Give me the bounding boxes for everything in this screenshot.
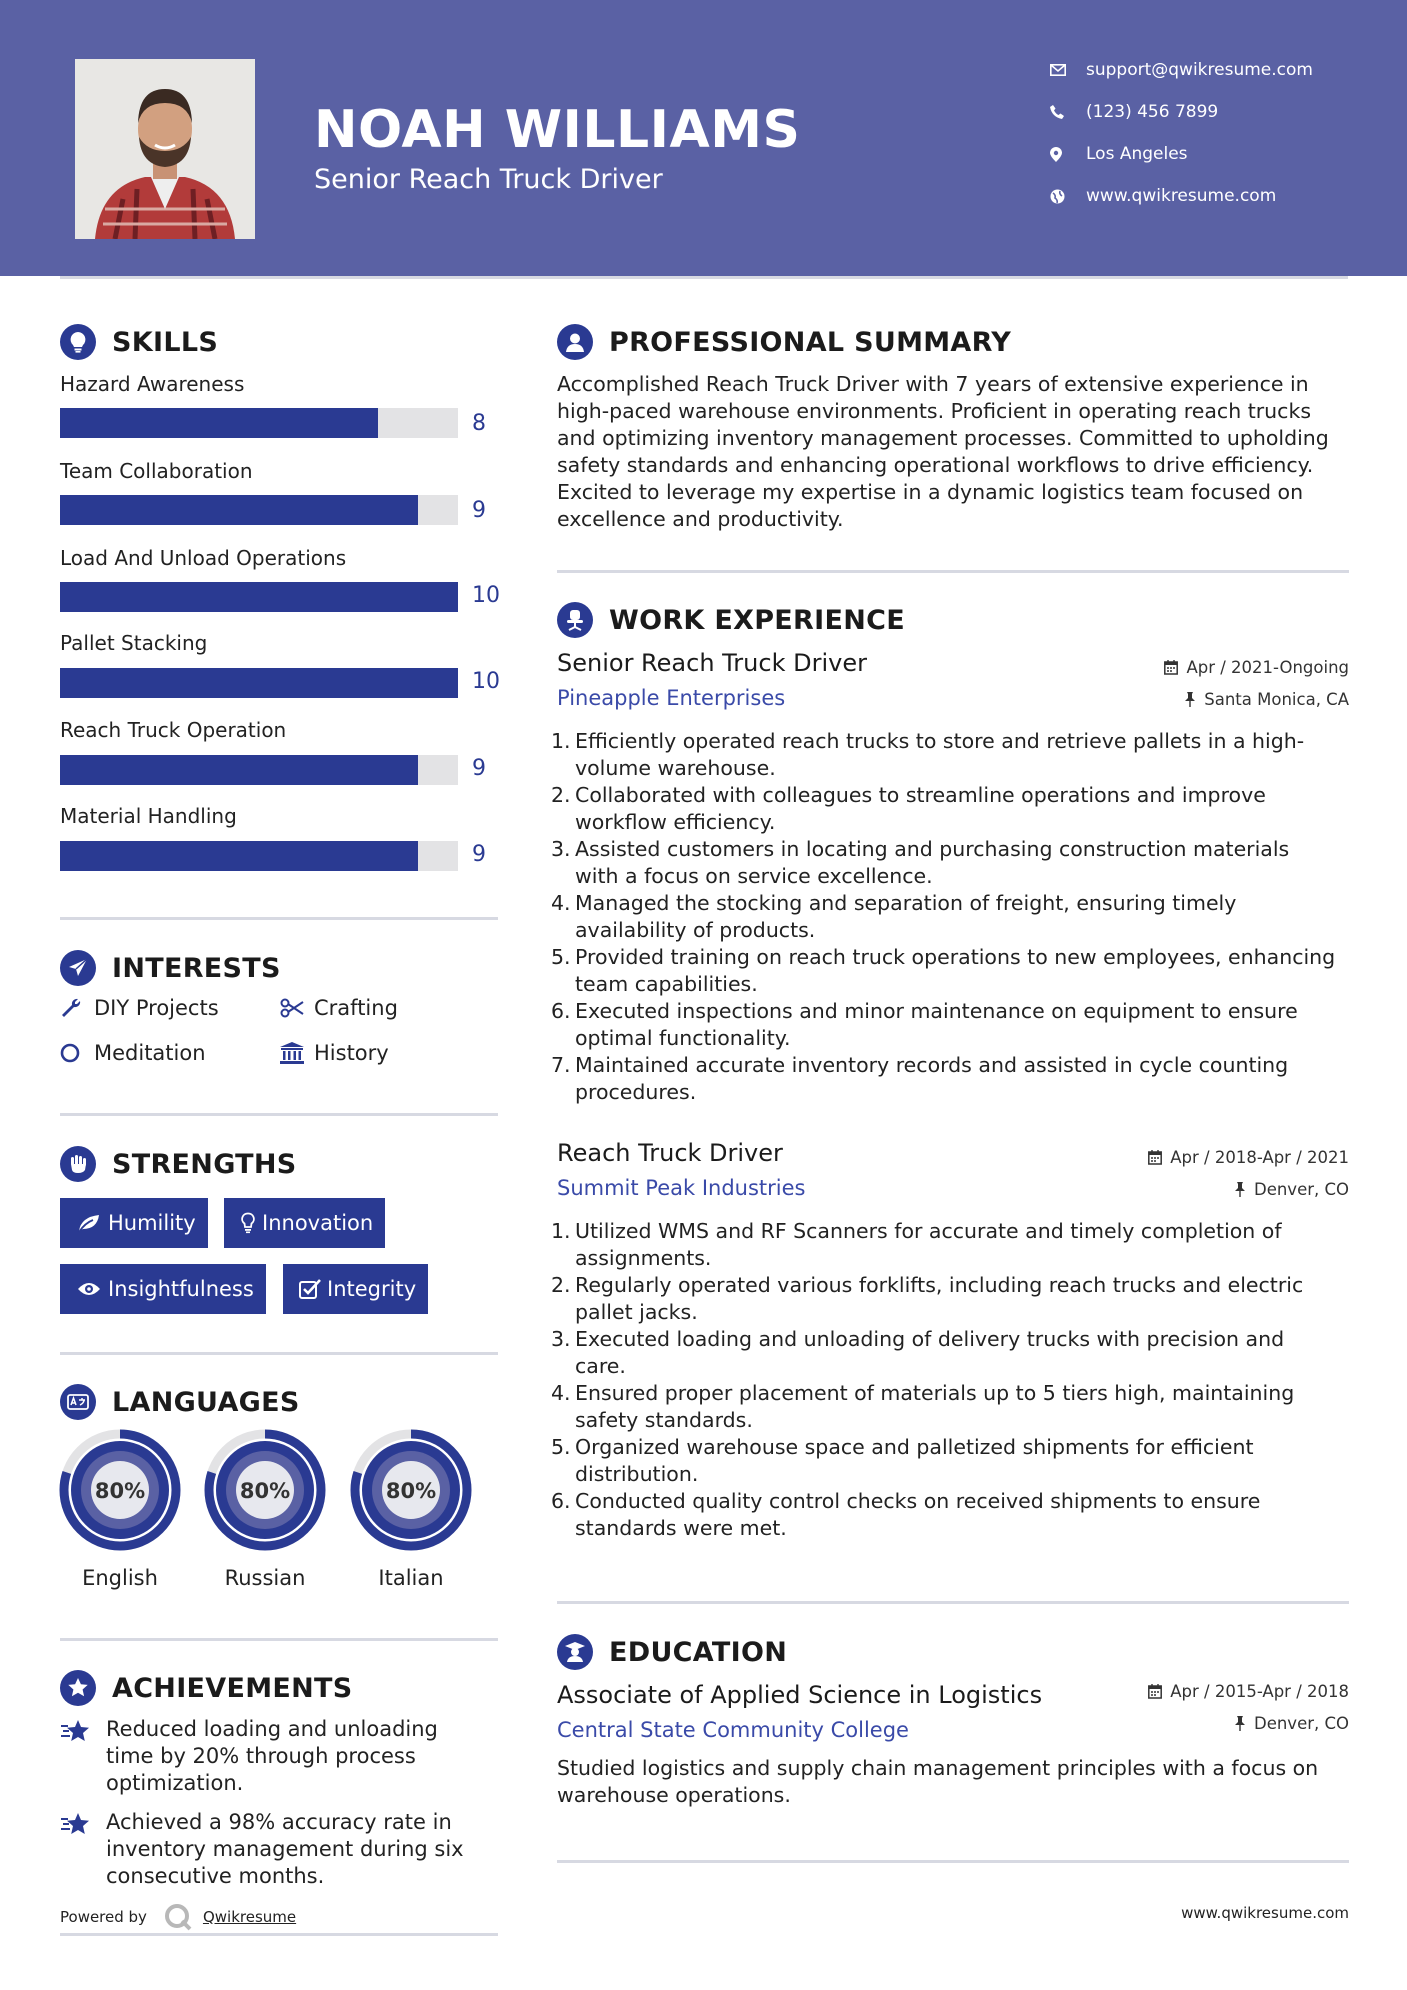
list-item: 4. Managed the stocking and separation of freight, ensuring timely availability of products.: [551, 891, 1237, 942]
powered-by: Powered by Qwikresume: [60, 1902, 296, 1932]
footer-website[interactable]: www.qwikresume.com: [1181, 1904, 1349, 1922]
company-name[interactable]: Summit Peak Industries: [557, 1176, 806, 1200]
language-ring: [209, 1434, 321, 1546]
pushpin-icon: [1234, 1182, 1246, 1197]
language-level-label: 80%: [385, 1479, 437, 1503]
strength-tag: Innovation: [224, 1198, 385, 1248]
language-name: Russian: [224, 1566, 306, 1590]
candidate-name: NOAH WILLIAMS: [314, 100, 801, 160]
education-heading: EDUCATION: [557, 1634, 787, 1670]
list-item: 1. Efficiently operated reach trucks to store and retrieve pallets in a high-volume warehouse.: [551, 729, 1305, 780]
skill-name: Load And Unload Operations: [60, 546, 347, 570]
skill-value: 8: [472, 411, 486, 436]
section-divider: [60, 1638, 498, 1641]
star-icon: [60, 1716, 106, 1797]
circle-icon: [60, 1043, 94, 1063]
skill-name: Hazard Awareness: [60, 372, 245, 396]
mail-icon: [1050, 64, 1086, 76]
contact-website[interactable]: www.qwikresume.com: [1050, 181, 1276, 211]
contact-phone[interactable]: (123) 456 7899: [1050, 97, 1218, 127]
wrench-icon: [60, 997, 94, 1019]
job-title: Senior Reach Truck Driver: [557, 649, 867, 677]
calendar-icon: [1148, 1150, 1162, 1165]
user-icon: [557, 324, 593, 360]
strength-tag: Insightfulness: [60, 1264, 266, 1314]
skill-name: Team Collaboration: [60, 459, 253, 483]
list-item: 5. Organized warehouse space and palletized shipments for efficient distribution.: [551, 1435, 1254, 1486]
fist-icon: [60, 1146, 96, 1182]
summary-text: Accomplished Reach Truck Driver with 7 years of extensive experience in high-paced warehouse environments. Proficient in operating reach trucks and optimizing inventory management processes. Committed to upholding safety standards and enhancing operational workflows to drive efficiency. Excited to leverage my expertise in a dynamic logistics team focused on excellence and productivity.: [557, 372, 1329, 531]
job-dates: Apr / 2021-Ongoing: [1164, 658, 1349, 677]
calendar-icon: [1164, 660, 1178, 675]
skill-name: Reach Truck Operation: [60, 718, 287, 742]
skill-bar: [60, 668, 458, 698]
lightbulb-icon: [60, 324, 96, 360]
job-title: Reach Truck Driver: [557, 1139, 783, 1167]
experience-heading: WORK EXPERIENCE: [557, 602, 905, 638]
languages-heading: LANGUAGES: [60, 1384, 300, 1420]
office-chair-icon: [557, 602, 593, 638]
skill-bar: [60, 755, 458, 785]
section-divider: [557, 1601, 1349, 1604]
degree-title: Associate of Applied Science in Logistics: [557, 1681, 1043, 1709]
skill-value: 10: [472, 669, 500, 694]
skill-bar-fill: [60, 495, 418, 525]
qwikresume-logo-icon: [163, 1902, 193, 1932]
contact-email[interactable]: support@qwikresume.com: [1050, 55, 1313, 85]
skill-bar-fill: [60, 668, 458, 698]
interests-heading: INTERESTS: [60, 950, 281, 986]
list-item: 5. Provided training on reach truck operations to new employees, enhancing team capabilities.: [551, 945, 1336, 996]
graduate-icon: [557, 1634, 593, 1670]
skill-bar-fill: [60, 408, 378, 438]
scissors-icon: [280, 998, 314, 1018]
skill-value: 10: [472, 583, 500, 608]
skills-heading: SKILLS: [60, 324, 218, 360]
candidate-title: Senior Reach Truck Driver: [314, 164, 663, 195]
section-divider: [60, 917, 498, 920]
interest-item: Crafting: [280, 996, 398, 1020]
list-item: 2. Collaborated with colleagues to streamline operations and improve workflow efficiency.: [551, 783, 1266, 834]
education-location: Denver, CO: [1234, 1714, 1349, 1733]
section-divider: [60, 1352, 498, 1355]
eye-icon: [70, 1281, 108, 1297]
language-name: English: [82, 1566, 158, 1590]
strength-tag: Humility: [60, 1198, 208, 1248]
job-duties-list: [551, 728, 1337, 1106]
list-item: 1. Utilized WMS and RF Scanners for accurate and timely completion of assignments.: [551, 1219, 1282, 1270]
language-level-label: 80%: [239, 1479, 291, 1503]
map-pin-icon: [1050, 147, 1086, 162]
education-dates: Apr / 2015-Apr / 2018: [1148, 1682, 1349, 1701]
job-dates: Apr / 2018-Apr / 2021: [1148, 1148, 1349, 1167]
skill-bar: [60, 408, 458, 438]
job-location: Denver, CO: [1234, 1180, 1349, 1199]
globe-icon: [1050, 189, 1086, 204]
qwikresume-link[interactable]: Qwikresume: [202, 1908, 297, 1926]
skill-bar-fill: [60, 582, 458, 612]
language-rings: [56, 1426, 476, 1556]
list-item: 6. Conducted quality control checks on received shipments to ensure standards were met.: [551, 1489, 1261, 1540]
job-location: Santa Monica, CA: [1184, 690, 1349, 709]
skill-bar: [60, 582, 458, 612]
interest-item: DIY Projects: [60, 996, 219, 1020]
achievements-heading: ACHIEVEMENTS: [60, 1670, 353, 1706]
skill-value: 9: [472, 498, 486, 523]
contact-location: Los Angeles: [1050, 139, 1188, 169]
check-square-icon: [293, 1279, 327, 1299]
profile-photo: [75, 59, 255, 239]
company-name[interactable]: Pineapple Enterprises: [557, 686, 786, 710]
skill-bar-fill: [60, 841, 418, 871]
skill-value: 9: [472, 842, 486, 867]
skill-bar: [60, 495, 458, 525]
skill-name: Material Handling: [60, 804, 237, 828]
language-name: Italian: [378, 1566, 444, 1590]
education-description: Studied logistics and supply chain management principles with a focus on warehouse operations.: [557, 1756, 1319, 1807]
lightbulb-icon: [234, 1212, 262, 1234]
job-duties-list: [551, 1218, 1337, 1542]
leaf-icon: [70, 1213, 108, 1233]
star-badge-icon: [60, 1670, 96, 1706]
phone-icon: [1050, 105, 1086, 119]
pushpin-icon: [1184, 692, 1196, 707]
section-divider: [60, 1933, 498, 1936]
summary-heading: PROFESSIONAL SUMMARY: [557, 324, 1011, 360]
achievement-item: Reduced loading and unloading time by 20% through process optimization.: [60, 1716, 478, 1797]
interest-item: History: [280, 1041, 389, 1065]
section-divider: [60, 1113, 498, 1116]
pushpin-icon: [1234, 1716, 1246, 1731]
interest-item: Meditation: [60, 1041, 206, 1065]
list-item: 2. Regularly operated various forklifts, including reach trucks and electric pallet jacks.: [551, 1273, 1304, 1324]
section-divider: [557, 1860, 1349, 1863]
skill-name: Pallet Stacking: [60, 631, 208, 655]
list-item: 6. Executed inspections and minor maintenance on equipment to ensure optimal functionality.: [551, 999, 1298, 1050]
paper-plane-icon: [60, 950, 96, 986]
strengths-heading: STRENGTHS: [60, 1146, 297, 1182]
achievement-item: Achieved a 98% accuracy rate in inventory management during six consecutive months.: [60, 1809, 478, 1890]
calendar-icon: [1148, 1684, 1162, 1699]
skill-value: 9: [472, 756, 486, 781]
skill-bar: [60, 841, 458, 871]
list-item: 7. Maintained accurate inventory records and assisted in cycle counting procedures.: [551, 1053, 1289, 1104]
header-divider: [60, 276, 1348, 279]
skill-bar-fill: [60, 755, 418, 785]
list-item: 3. Executed loading and unloading of delivery trucks with precision and care.: [551, 1327, 1285, 1378]
language-card-icon: [60, 1384, 96, 1420]
section-divider: [557, 570, 1349, 573]
resume-header: [0, 0, 1407, 276]
language-ring: [355, 1434, 467, 1546]
school-name[interactable]: Central State Community College: [557, 1718, 909, 1742]
list-item: 3. Assisted customers in locating and purchasing construction materials with a focus on service excellence.: [551, 837, 1290, 888]
list-item: 4. Ensured proper placement of materials up to 5 tiers high, maintaining safety standards.: [551, 1381, 1295, 1432]
bank-icon: [280, 1042, 314, 1064]
star-icon: [60, 1809, 106, 1890]
strength-tag: Integrity: [283, 1264, 428, 1314]
language-ring: [64, 1434, 176, 1546]
language-level-label: 80%: [94, 1479, 146, 1503]
